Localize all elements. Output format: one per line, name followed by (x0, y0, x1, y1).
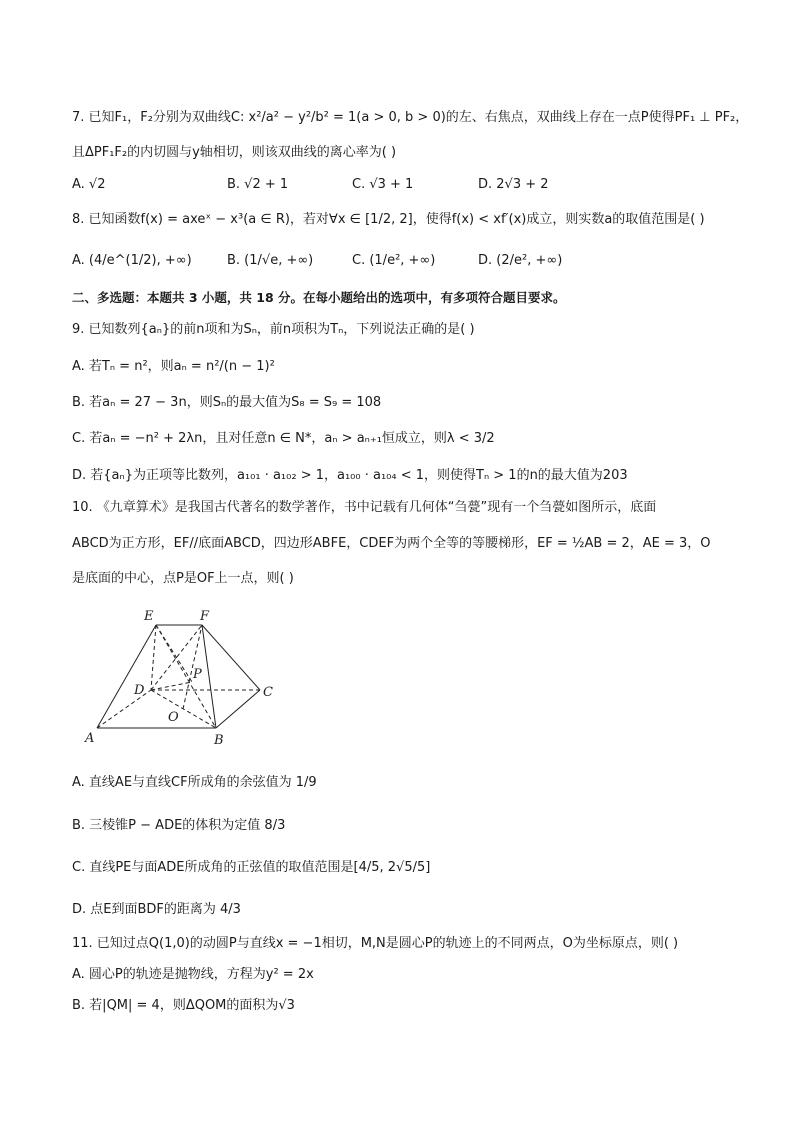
q8-option-c: C. (1/e², +∞) (352, 253, 436, 268)
q9-stem: 9. 已知数列{aₙ}的前n项和为Sₙ，前n项积为Tₙ，下列说法正确的是( ) (72, 322, 475, 337)
q7-line-1: 7. 已知F₁，F₂分别为双曲线C: x²/a² − y²/b² = 1(a > 0, b > 0)的左、右焦点，双曲线上存在一点P使得PF₁ ⊥ PF₂， (72, 110, 749, 125)
label-e: E (144, 609, 154, 624)
q8-options (72, 250, 772, 272)
segment-ep-hidden (156, 625, 192, 682)
label-f: F (200, 609, 210, 624)
q8-option-d: D. (2/e², +∞) (478, 253, 563, 268)
q10-line-2: ABCD为正方形，EF//底面ABCD，四边形ABFE，CDEF为两个全等的等腰梯形，EF = ½AB = 2，AE = 3，O (72, 536, 711, 551)
q8-line-1: 8. 已知函数f(x) = axeˣ − x³(a ∈ R)，若对∀x ∈ [1/2, 2]，使得f(x) < xf′(x)成立，则实数a的取值范围是( ) (72, 212, 705, 227)
section-2-heading: 二、多选题：本题共 3 小题，共 18 分。在每小题给出的选项中，有多项符合题目要求。 (72, 290, 566, 305)
q10-option-b: B. 三棱锥P − ADE的体积为定值 8/3 (72, 818, 286, 833)
q11-stem: 11. 已知过点Q(1,0)的动圆P与直线x = −1相切，M,N是圆心P的轨迹上的不同两点，O为坐标原点，则( ) (72, 936, 679, 951)
q7-options (72, 174, 772, 196)
q7-option-a: A. √2 (72, 177, 106, 192)
q7-option-c: C. √3 + 1 (352, 177, 414, 192)
segment-dp-hidden (151, 682, 192, 690)
q7-line-2: 且ΔPF₁F₂的内切圆与y轴相切，则该双曲线的离心率为( ) (72, 145, 397, 160)
q11-option-b: B. 若|QM| = 4，则ΔQOM的面积为√3 (72, 998, 295, 1013)
q10-line-3: 是底面的中心，点P是OF上一点，则( ) (72, 571, 294, 586)
chumeng-solid-figure (80, 604, 300, 754)
edge-bc (216, 690, 260, 728)
label-d: D (134, 683, 145, 698)
label-b: B (214, 733, 224, 748)
edge-bf (202, 625, 216, 728)
q10-line-1: 10. 《九章算术》是我国古代著名的数学著作，书中记载有几何体“刍甍”现有一个刍甍如图所示，底面 (72, 500, 657, 515)
q7-option-d: D. 2√3 + 2 (478, 177, 549, 192)
edge-ae (97, 625, 156, 728)
q8-option-a: A. (4/e^(1/2), +∞) (72, 253, 192, 268)
edge-eb-hidden (156, 625, 216, 728)
q7-option-b: B. √2 + 1 (227, 177, 289, 192)
label-o: O (168, 710, 179, 725)
label-a: A (85, 731, 95, 746)
q9-option-c: C. 若aₙ = −n² + 2λn，且对任意n ∈ N*，aₙ > aₙ₊₁恒成立，则λ < 3/2 (72, 431, 495, 446)
q10-option-a: A. 直线AE与直线CF所成角的余弦值为 1/9 (72, 775, 317, 790)
label-c: C (263, 685, 273, 700)
q9-option-d: D. 若{aₙ}为正项等比数列，a₁₀₁ · a₁₀₂ > 1，a₁₀₀ · a₁₀₄ < 1，则使得Tₙ > 1的n的最大值为203 (72, 468, 628, 483)
q8-option-b: B. (1/√e, +∞) (227, 253, 314, 268)
q10-option-c: C. 直线PE与面ADE所成角的正弦值的取值范围是[4/5, 2√5/5] (72, 860, 431, 875)
q10-option-d: D. 点E到面BDF的距离为 4/3 (72, 902, 241, 917)
q9-option-b: B. 若aₙ = 27 − 3n，则Sₙ的最大值为S₈ = S₉ = 108 (72, 395, 382, 410)
edge-ed-hidden (151, 625, 156, 690)
q11-option-a: A. 圆心P的轨迹是抛物线，方程为y² = 2x (72, 967, 314, 982)
q9-option-a: A. 若Tₙ = n²，则aₙ = n²/(n − 1)² (72, 359, 275, 374)
edge-cf (202, 625, 260, 690)
label-p: P (193, 667, 202, 682)
